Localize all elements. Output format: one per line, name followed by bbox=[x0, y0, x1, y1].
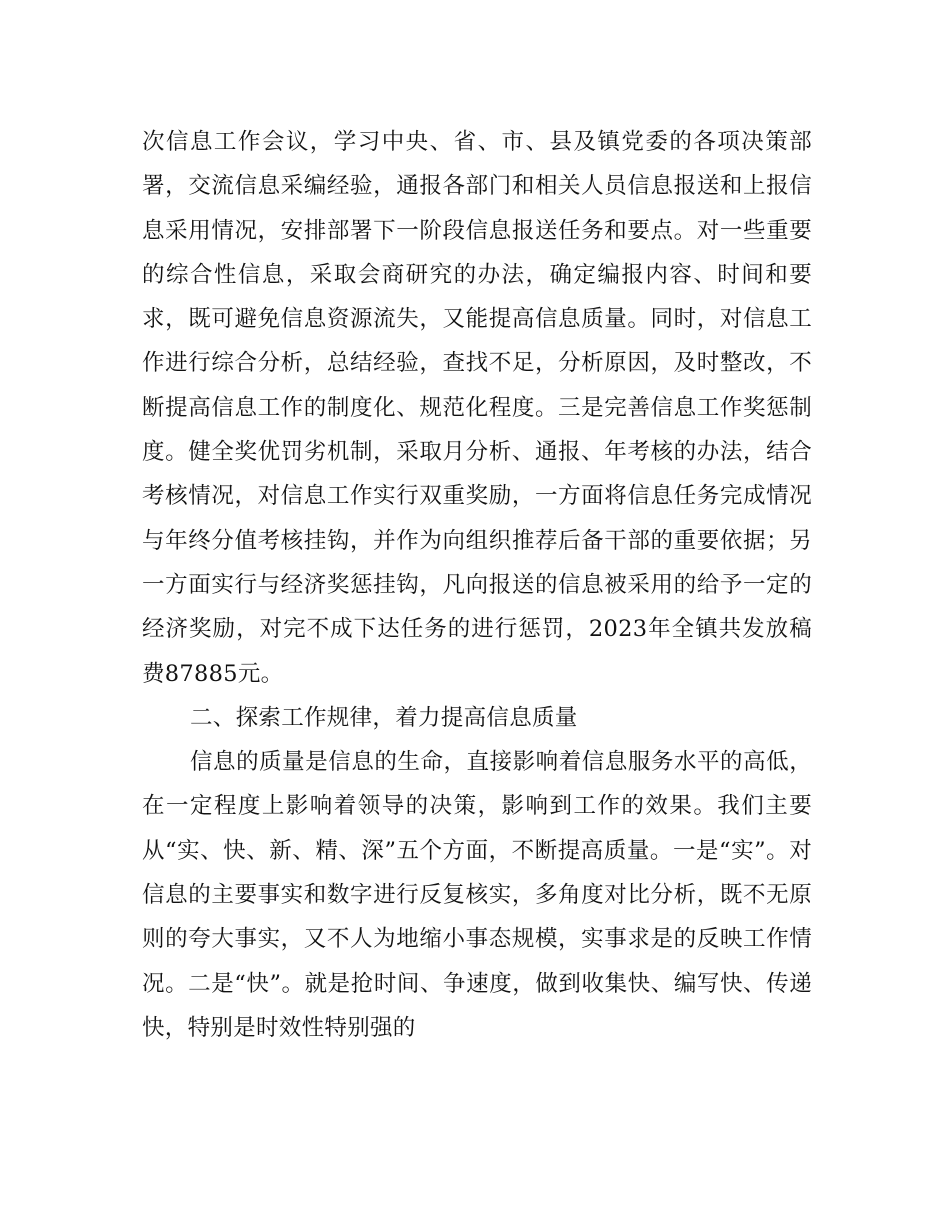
body-paragraph: 信息的质量是信息的生命，直接影响着信息服务水平的高低，在一定程度上影响着领导的决策，影响到工作的效果。我们主要从“实、快、新、精、深”五个方面，不断提高质量。一是“实”。对信息的主要事实和数字进行反复核实，多角度对比分析，既不无原则的夸大事实，又不人为地缩小事态规模，实事求是的反映工作情况。二是“快”。就是抢时间、争速度，做到收集快、编写快、传递快，特别是时效性特别强的 bbox=[142, 749, 812, 1041]
document-body bbox=[142, 120, 812, 1050]
section-heading: 二、探索工作规律，着力提高信息质量 bbox=[190, 704, 578, 731]
body-paragraph-continued: 次信息工作会议，学习中央、省、市、县及镇党委的各项决策部署，交流信息采编经验，通报各部门和相关人员信息报送和上报信息采用情况，安排部署下一阶段信息报送任务和要点。对一些重要的综合性信息，采取会商研究的办法，确定编报内容、时间和要求，既可避免信息资源流失，又能提高信息质量。同时，对信息工作进行综合分析，总结经验，查找不足，分析原因，及时整改，不断提高信息工作的制度化、规范化程度。三是完善信息工作奖惩制度。健全奖优罚劣机制，采取月分析、通报、年考核的办法，结合考核情况，对信息工作实行双重奖励，一方面将信息任务完成情况与年终分值考核挂钩，并作为向组织推荐后备干部的重要依据；另一方面实行与经济奖惩挂钩，凡向报送的信息被采用的给予一定的经济奖励，对完不成下达任务的进行惩罚，2023年全镇共发放稿费87885元。 bbox=[142, 129, 812, 687]
